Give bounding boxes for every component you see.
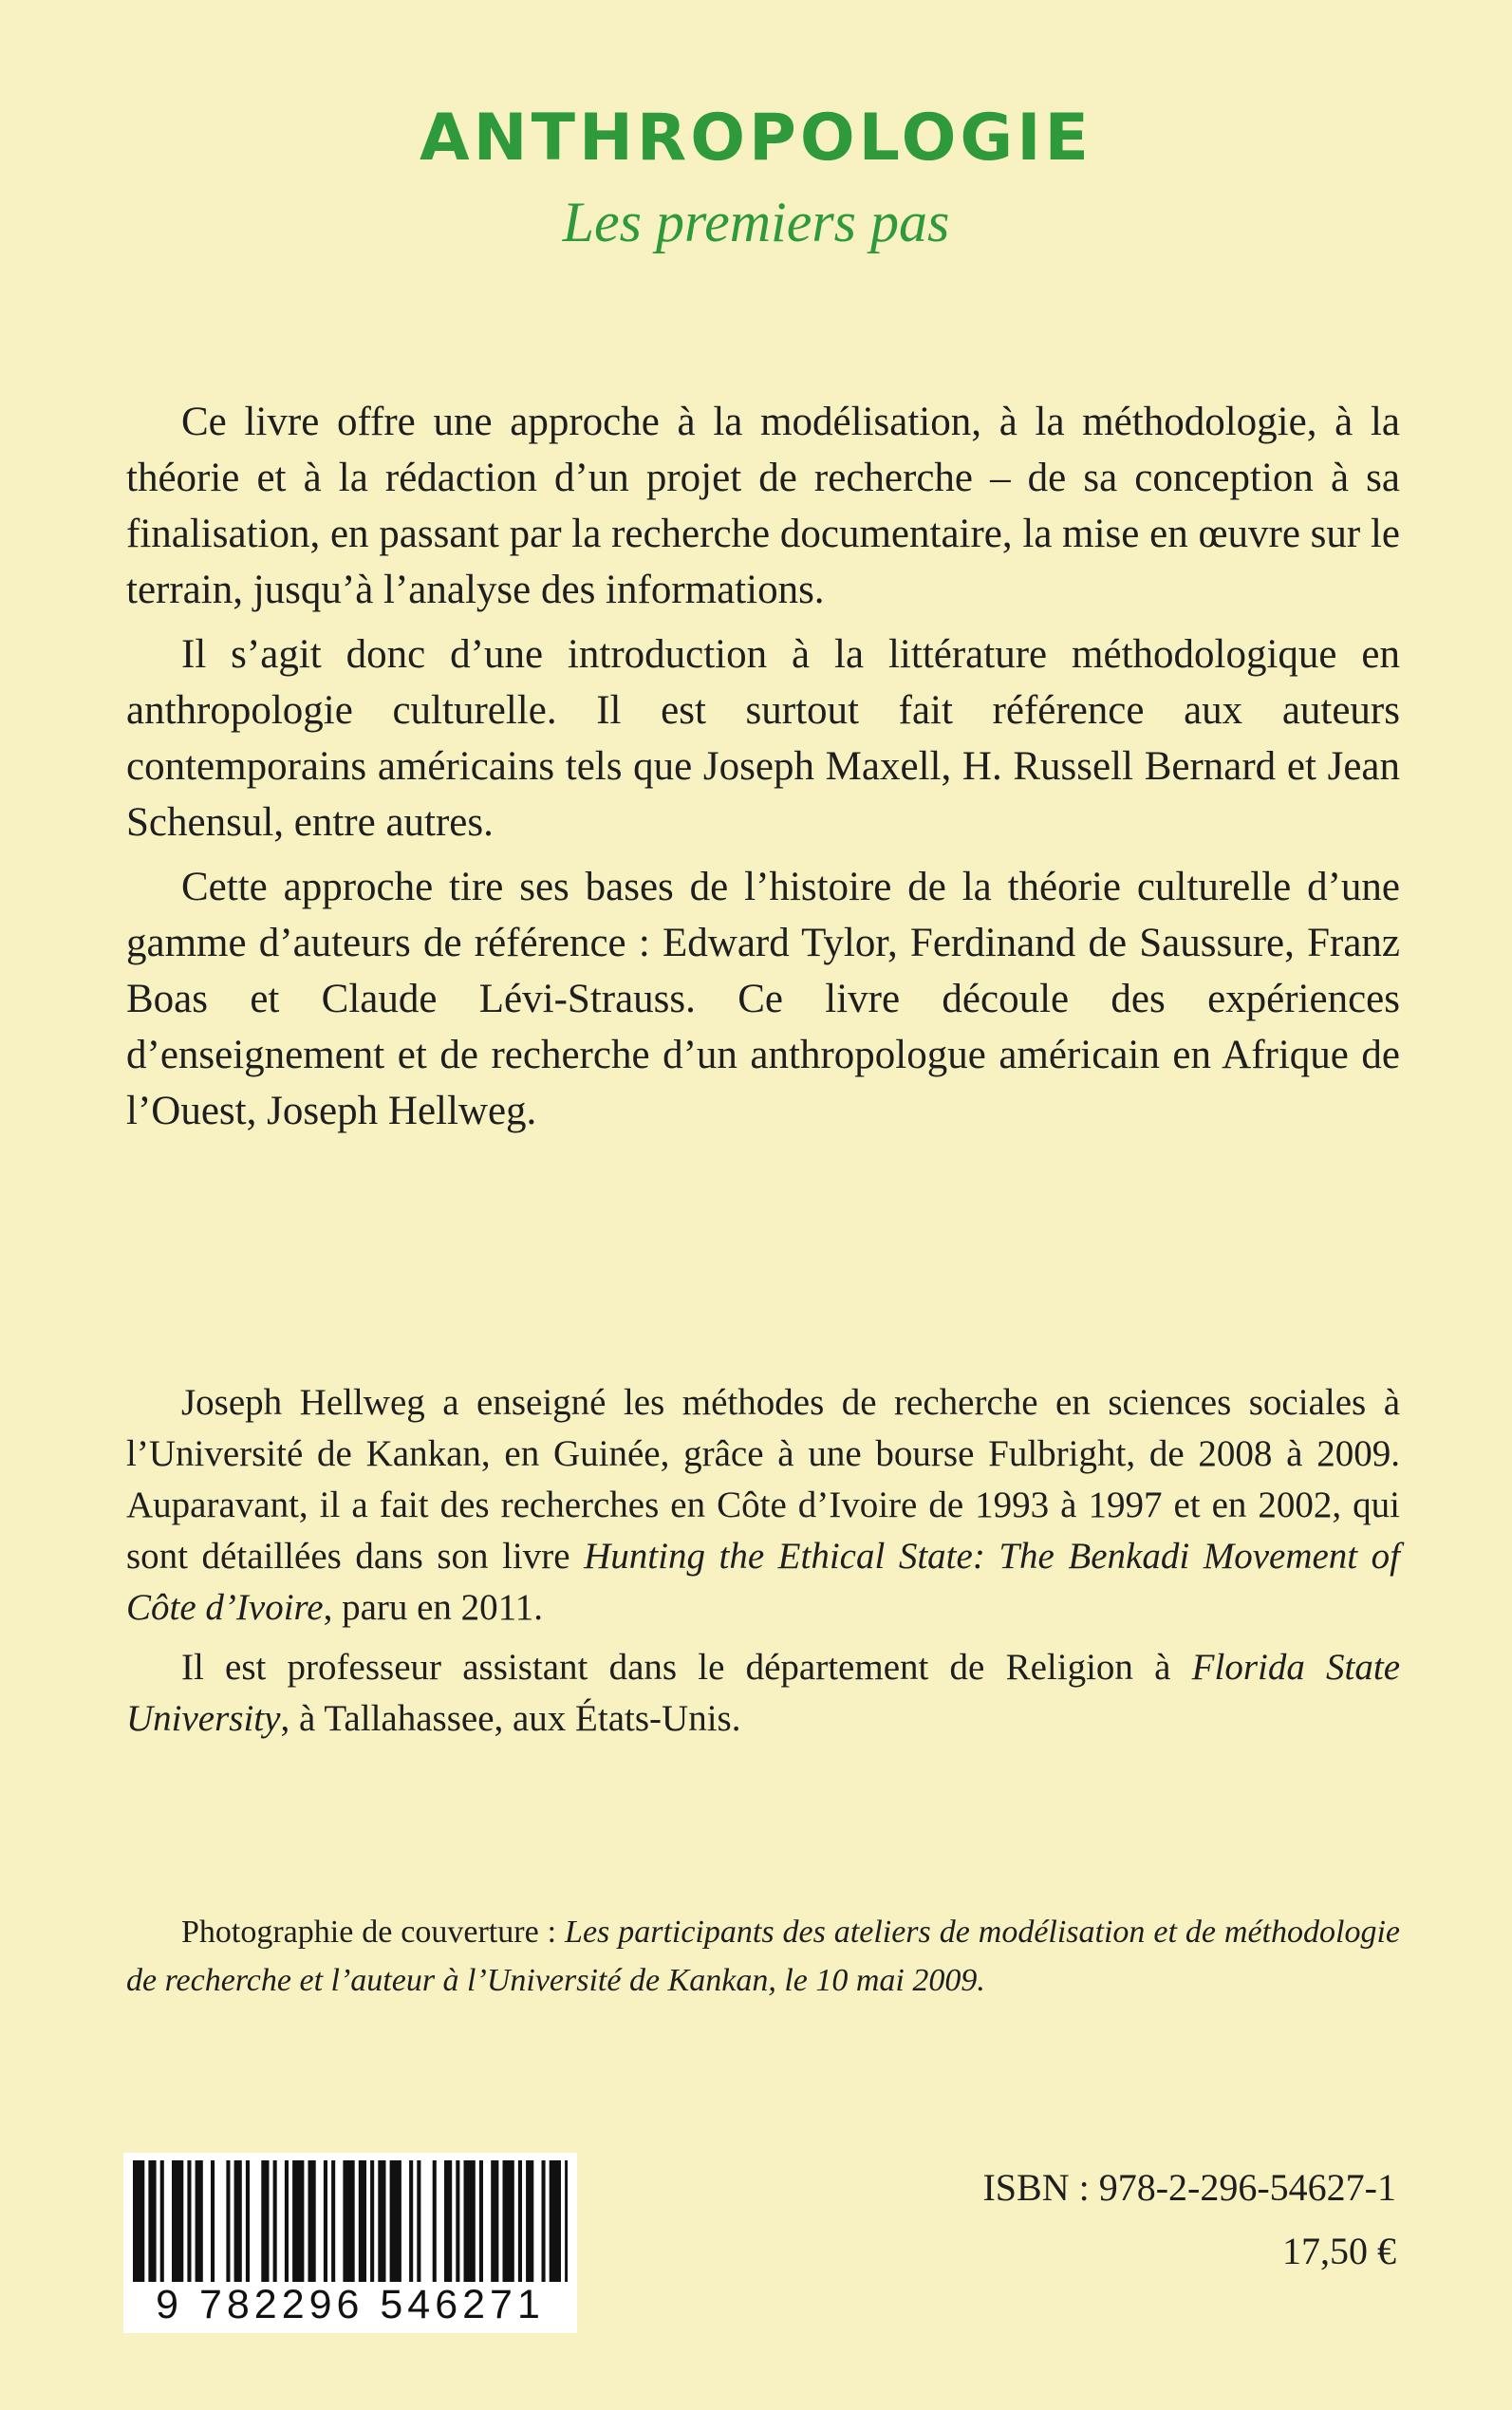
barcode-bar xyxy=(148,2160,156,2282)
barcode-bar xyxy=(503,2160,514,2282)
barcode-bar xyxy=(196,2160,203,2282)
bio-text-end: , paru en 2011. xyxy=(323,1587,543,1628)
photo-credit-label: Photographie de couverture : xyxy=(181,1915,557,1950)
barcode-bar xyxy=(285,2160,289,2282)
barcode-bar xyxy=(308,2160,316,2282)
barcode-bar xyxy=(479,2160,483,2282)
description-paragraph: Il s’agit donc d’une introduction à la littérature méthodologique en anthropologie culturelle. Il est surtout fait référence aux auteurs contemporains américains tels que Joseph Maxell, H. Russell Bernard et Jean Schensul, entre autres. xyxy=(126,632,1400,845)
barcode-digits: 9 782296 546271 xyxy=(156,2282,545,2327)
barcode-bar xyxy=(390,2160,401,2282)
price: 17,50 € xyxy=(1282,2230,1396,2272)
barcode-bar xyxy=(246,2160,250,2282)
isbn: ISBN : 978-2-296-54627-1 xyxy=(982,2166,1396,2209)
photo-credit-paragraph xyxy=(126,1908,1400,2005)
barcode-bar xyxy=(378,2160,385,2282)
photo-credit xyxy=(126,1908,1400,2005)
barcode xyxy=(123,2153,577,2333)
photo-credit-caption: Les participants des ateliers de modélisation et de méthodologie de recherche et l’auteur à l’Université de Kankan, le 10 mai 2009. xyxy=(126,1915,1400,1998)
position-text: Il est professeur assistant dans le département de Religion à xyxy=(181,1647,1171,1688)
barcode-bar xyxy=(433,2160,437,2282)
book-reference: Hunting the Ethical State: The Benkadi Movement of Côte d’Ivoire xyxy=(126,1536,1401,1628)
book-description xyxy=(126,394,1400,1139)
barcode-bar xyxy=(359,2160,366,2282)
barcode-bar xyxy=(324,2160,327,2282)
university-name: Florida State University xyxy=(126,1647,1401,1739)
description-paragraph: Ce livre offre une approche à la modélisation, à la méthodologie, à la théorie et à la rédaction d’un projet de recherche – de sa conception à sa finalisation, en passant par la recherche documentaire, la mise en œuvre sur le terrain, jusqu’à l’analyse des informations. xyxy=(126,400,1401,612)
barcode-bar xyxy=(133,2160,144,2282)
barcode-bar xyxy=(370,2160,374,2282)
barcode-bar xyxy=(160,2160,164,2282)
barcode-bar xyxy=(187,2160,191,2282)
barcode-bar xyxy=(234,2160,242,2282)
barcode-bar xyxy=(172,2160,183,2282)
barcode-bar xyxy=(331,2160,335,2282)
description-paragraph: Cette approche tire ses bases de l’histoire de la théorie culturelle d’une gamme d’auteurs de référence : Edward Tylor, Ferdinand de Saussure, Franz Boas et Claude Lévi-Strauss. Ce livre découle des expériences d’enseignement et de recherche d’un anthropologue américain en Afrique de l’Ouest, Joseph Hellweg. xyxy=(126,865,1400,1133)
barcode-bar xyxy=(417,2160,420,2282)
barcode-bar xyxy=(565,2160,568,2282)
barcode-bar xyxy=(343,2160,354,2282)
author-bio-paragraph xyxy=(126,1377,1400,1634)
barcode-bar xyxy=(491,2160,498,2282)
barcode-bar xyxy=(273,2160,277,2282)
book-title: ANTHROPOLOGIE xyxy=(420,101,1092,176)
author-bio xyxy=(126,1377,1400,1745)
barcode-bar xyxy=(409,2160,413,2282)
bio-text: Joseph Hellweg a enseigné les méthodes de recherche en sciences sociales à l’Université de Kankan, en Guinée, grâce à une bourse Fulbright, de 2008 à 2009. Auparavant, il a fait des recherches en Côte d’Ivoire de 1993 à 1997 et en 2002, qui sont détaillées dans son livre xyxy=(126,1382,1400,1577)
barcode-bar xyxy=(550,2160,561,2282)
position-text-end: , à Tallahassee, aux États-Unis. xyxy=(280,1698,741,1739)
author-position-paragraph xyxy=(126,1642,1400,1745)
barcode-bar xyxy=(211,2160,215,2282)
barcode-bar xyxy=(464,2160,476,2282)
barcode-bar xyxy=(261,2160,269,2282)
barcode-bar xyxy=(444,2160,452,2282)
barcode-bar xyxy=(518,2160,522,2282)
barcode-bar xyxy=(542,2160,546,2282)
barcode-bar xyxy=(526,2160,533,2282)
barcode-bar xyxy=(226,2160,230,2282)
barcode-bar xyxy=(456,2160,459,2282)
barcode-bar xyxy=(292,2160,304,2282)
book-subtitle: Les premiers pas xyxy=(562,191,950,253)
